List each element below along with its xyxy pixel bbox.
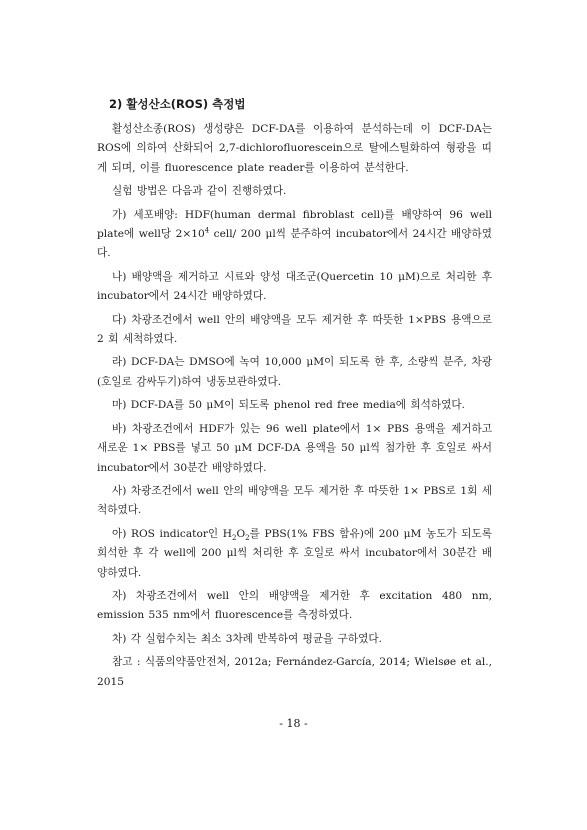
method-intro-paragraph: 실험 방법은 다음과 같이 진행하였다. [112,185,287,198]
page-content [97,96,492,696]
section-heading: 2) 활성산소(ROS) 측정법 [109,97,246,111]
step-ga [97,206,492,264]
step-a-subscript-1: 2 [232,533,237,542]
step-ga-text-before: 가) 세포배양: HDF(human dermal fibroblast cell)를 배양하여 96 well plate에 well당 2×10 [97,208,492,241]
page-number: - 18 - [279,717,308,730]
step-a-text-after: 를 PBS(1% FBS 함유)에 200 μM 농도가 되도록 희석한 후 각 well에 200 μl씩 처리한 후 호일로 싸서 incubator에서 30분간 배양하였다. [97,527,492,579]
intro-paragraph: 활성산소종(ROS) 생성량은 DCF-DA를 이용하여 분석하는데 이 DCF-DA는 ROS에 의하여 산화되어 2,7-dichlorofluorescein으로 탈에스틸화하여 형광을 띠게 되며, 이를 fluorescence plate reader를 이용하여 분석한다. [97,123,492,174]
step-a-text-before: 아) ROS indicator인 H [112,527,232,540]
step-ga-superscript: 4 [204,226,210,235]
step-ja: 자) 차광조건에서 well 안의 배양액을 제거한 후 excitation 480 nm, emission 535 nm에서 fluorescence를 측정하였다. [97,589,492,622]
step-ga-text-after: cell/ 200 μl씩 분주하여 incubator에서 24시간 배양하였다. [97,228,492,260]
step-ma: 마) DCF-DA를 50 μM이 되도록 phenol red free media에 희석하였다. [112,399,465,412]
step-na: 나) 배양액을 제거하고 시료와 양성 대조군(Quercetin 10 μM)으로 처리한 후 incubator에서 24시간 배양하였다. [97,270,492,303]
step-ba: 바) 차광조건에서 HDF가 있는 96 well plate에서 1× PBS 용액을 제거하고 새로운 1× PBS를 넣고 50 μM DCF-DA 용액을 50 μl씩 첨가한 후 호일로 싸서 incubator에서 30분간 배양하였다. [97,422,492,474]
step-cha: 차) 각 실험수치는 최소 3차례 반복하여 평균을 구하였다. [112,632,382,645]
step-a-subscript-2: 2 [245,533,250,542]
reference-paragraph: 참고 : 식품의약품안전처, 2012a; Fernández-García, 2014; Wielsøe et al., 2015 [97,656,492,688]
step-a [97,525,492,583]
step-a-text-mid: O [236,527,246,540]
step-sa: 사) 차광조건에서 well 안의 배양액을 모두 제거한 후 따뜻한 1× PBS로 1회 세척하였다. [97,484,492,517]
step-da: 다) 차광조건에서 well 안의 배양액을 모두 제거한 후 따뜻한 1×PBS 용액으로 2 회 세척하였다. [97,313,492,346]
step-ra: 라) DCF-DA는 DMSO에 녹여 10,000 μM이 되도록 한 후, 소량씩 분주, 차광(호일로 감싸두기)하여 냉동보관하였다. [97,356,492,388]
